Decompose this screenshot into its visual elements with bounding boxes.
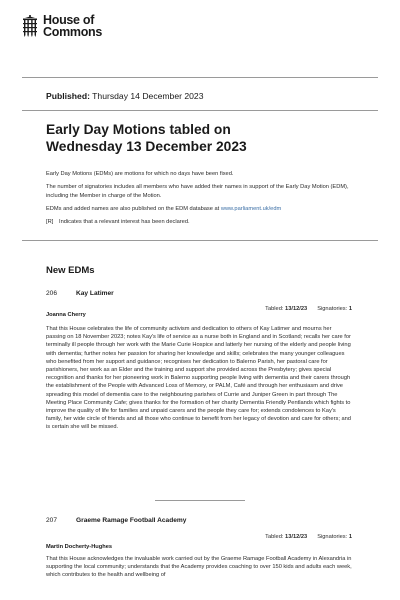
motion-text: That this House celebrates the life of community activism and dedication to others of Kay Latimer and mourns her passing on 18 November 2023; notes Kay's life of service as a nurse both in England and in Scotland; recalls her care for terminally ill people through her work with the Marie Curie Hospice and latterly her nursing of the elderly and people living with dementia; further notes her passion for sharing her knowledge and skills; celebrates the many younger colleagues who benefited from her support and guidance; recognises her dedication to Balerno Parish, her pastoral care for parishioners, her work as an Elder and the training and support she provided across the Presbytery; gives special recognition and thanks for her pioneering work in Balerno supporting people living with dementia and their carers through the establishment of the People with Advanced Loss of Memory, or PALM, Café and through her enthusiasm and drive spreading this model of dementia care to the neighbouring parishes of Currie and Juniper Green in part through The Meeting Place Community Cafe; gives thanks for the formation of her charity Dementia Friendly Pentlands which fights to improve the quality of life for families and unpaid carers and the people they care for; extends condolences to Kay's family, her wide circle of friends and all those who continue to benefit from her legacy of devotion and care for others; and is certain she will be missed. <box>46 326 351 431</box>
signatories-count: 1 <box>348 306 352 312</box>
motion-title: Kay Latimer <box>76 290 114 297</box>
motion-header <box>46 290 360 302</box>
logo-wordmark <box>43 14 102 38</box>
title-line-2: Wednesday 13 December 2023 <box>46 139 247 154</box>
intro-paragraph-3-text: EDMs and added names are also published on the EDM database at <box>46 205 221 212</box>
motion-meta <box>265 534 352 540</box>
edm-database-link[interactable]: www.parliament.uk/edm <box>220 205 282 212</box>
page-title <box>46 121 346 155</box>
intro-paragraph-2: The number of signatories includes all members who have added their names in support of the Early Day Motion (EDM), including the Member in charge of the Motion. <box>46 184 349 199</box>
title-line-1: Early Day Motions tabled on <box>46 122 231 137</box>
published-date: Thursday 14 December 2023 <box>92 91 204 101</box>
motion-divider <box>155 500 245 501</box>
motion-number: 207 <box>46 517 58 524</box>
tabled-label: Tabled: <box>265 306 284 312</box>
top-rule <box>22 77 378 78</box>
motion-meta <box>265 306 352 312</box>
tabled-label: Tabled: <box>265 534 284 540</box>
published-rule <box>22 110 378 111</box>
published-line <box>46 91 203 101</box>
intro-paragraph-3 <box>46 205 366 213</box>
motion-item <box>46 517 360 579</box>
relevant-interest-tag: [R] <box>46 219 54 226</box>
logo-line-2: Commons <box>43 25 103 39</box>
intro-paragraph-4 <box>46 218 366 226</box>
logo-line-1: House of <box>43 13 95 27</box>
motion-text: That this House acknowledges the invaluable work carried out by the Graeme Ramage Football Academy in Alexandria in supporting the local community; understands that the Academy provides coaching to over 150 kids and adults each week, which contributes to the health and wellbeing of <box>46 556 352 579</box>
published-label: Published: <box>46 91 90 101</box>
portcullis-icon <box>22 15 38 37</box>
signatories-label: Signatories: <box>317 306 348 312</box>
intro-rule <box>22 240 378 241</box>
section-heading: New EDMs <box>46 265 95 276</box>
intro-paragraph-1: Early Day Motions (EDMs) are motions for which no days have been fixed. <box>46 171 234 177</box>
relevant-interest-text: Indicates that a relevant interest has been declared. <box>59 219 190 226</box>
house-of-commons-logo <box>22 14 102 38</box>
motion-sponsor: Joanna Cherry <box>46 312 86 318</box>
tabled-date: 13/12/23 <box>285 534 308 540</box>
motion-sponsor: Martin Docherty-Hughes <box>46 544 113 550</box>
tabled-date: 13/12/23 <box>285 306 308 312</box>
signatories-count: 1 <box>348 534 352 540</box>
motion-item <box>46 290 360 431</box>
intro-notes <box>46 170 366 231</box>
motion-title: Graeme Ramage Football Academy <box>76 517 187 524</box>
motion-number: 206 <box>46 290 58 297</box>
motion-header <box>46 517 360 529</box>
signatories-label: Signatories: <box>317 534 348 540</box>
